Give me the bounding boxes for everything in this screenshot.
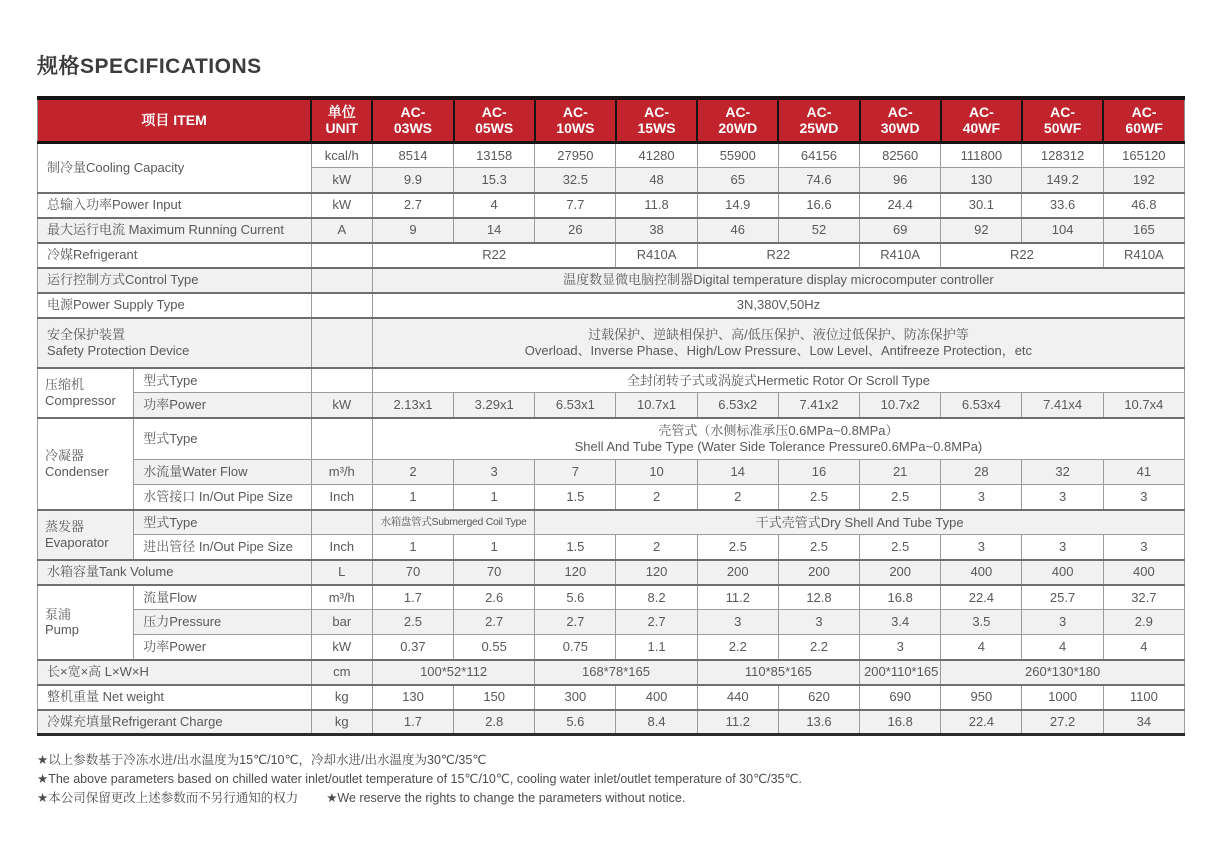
spec-value-cell: 15.3	[454, 168, 535, 193]
spec-value-cell: 24.4	[860, 193, 941, 218]
spec-row-net-weight	[38, 685, 1185, 710]
spec-value-cell: 130	[372, 685, 453, 710]
spec-value-cell: 1.5	[535, 535, 616, 560]
spec-value-cell: R22	[697, 243, 859, 268]
spec-value-cell: 7.7	[535, 193, 616, 218]
spec-value-cell: 7	[535, 460, 616, 485]
spec-value-cell: 5.6	[535, 710, 616, 735]
spec-row-dimensions-lwh	[38, 660, 1185, 685]
spec-value-cell: 温度数显微电脑控制器Digital temperature display microcomputer controller	[372, 268, 1184, 293]
unit-cell: kcal/h	[311, 143, 372, 168]
spec-value-cell: 2.7	[454, 610, 535, 635]
spec-value-cell: 3	[697, 610, 778, 635]
spec-value-cell: R22	[941, 243, 1103, 268]
spec-value-cell: 65	[697, 168, 778, 193]
spec-value-cell: 41280	[616, 143, 697, 168]
unit-cell: L	[311, 560, 372, 585]
spec-value-cell: 2.8	[454, 710, 535, 735]
spec-value-cell: 4	[1103, 635, 1184, 660]
spec-value-cell: 120	[535, 560, 616, 585]
spec-value-cell: 0.37	[372, 635, 453, 660]
column-header-model: AC- 15WS	[616, 98, 697, 143]
row-label: 最大运行电流 Maximum Running Current	[38, 218, 312, 243]
spec-value-cell: 6.53x2	[697, 393, 778, 418]
column-header-model: AC- 20WD	[697, 98, 778, 143]
spec-value-cell: 1100	[1103, 685, 1184, 710]
spec-value-cell: 4	[1022, 635, 1103, 660]
unit-cell	[311, 268, 372, 293]
row-sublabel: 型式Type	[134, 368, 311, 393]
spec-value-cell: 1000	[1022, 685, 1103, 710]
spec-value-cell: 3	[941, 535, 1022, 560]
spec-row-power-supply-type	[38, 293, 1185, 318]
column-header-model: AC- 50WF	[1022, 98, 1103, 143]
spec-value-cell: 16	[778, 460, 859, 485]
row-sublabel: 水流量Water Flow	[134, 460, 311, 485]
spec-value-cell: 3.29x1	[454, 393, 535, 418]
spec-value-cell: 149.2	[1022, 168, 1103, 193]
spec-value-cell: 100*52*112	[372, 660, 534, 685]
row-sublabel: 进出管径 In/Out Pipe Size	[134, 535, 311, 560]
unit-cell: m³/h	[311, 460, 372, 485]
spec-value-cell: 9	[372, 218, 453, 243]
spec-row-condenser-type	[38, 418, 1185, 460]
footnote-line: ★The above parameters based on chilled water inlet/outlet temperature of 15℃/10℃, cooling water inlet/outlet temperature of 30℃/35℃.	[37, 771, 802, 786]
spec-value-cell: 1	[454, 485, 535, 510]
spec-value-cell: 120	[616, 560, 697, 585]
spec-value-cell: 55900	[697, 143, 778, 168]
unit-cell: kW	[311, 168, 372, 193]
spec-value-cell: 2.5	[860, 485, 941, 510]
spec-value-cell: 2.5	[697, 535, 778, 560]
spec-value-cell: 2.5	[372, 610, 453, 635]
spec-value-cell: 22.4	[941, 585, 1022, 610]
spec-value-cell: 3	[1103, 535, 1184, 560]
spec-value-cell: 2.13x1	[372, 393, 453, 418]
spec-value-cell: 1.1	[616, 635, 697, 660]
spec-value-cell: 32.5	[535, 168, 616, 193]
spec-value-cell: 4	[454, 193, 535, 218]
spec-value-cell: 52	[778, 218, 859, 243]
spec-value-cell: 74.6	[778, 168, 859, 193]
spec-value-cell: 1.7	[372, 585, 453, 610]
row-sublabel: 流量Flow	[134, 585, 311, 610]
column-header-model: AC- 25WD	[778, 98, 859, 143]
spec-value-cell: 10	[616, 460, 697, 485]
spec-value-cell: 16.8	[860, 585, 941, 610]
spec-value-cell: R410A	[616, 243, 697, 268]
spec-value-cell: 14	[454, 218, 535, 243]
unit-cell: m³/h	[311, 585, 372, 610]
spec-row-pump-flow	[38, 585, 1185, 610]
row-label: 冷媒Refrigerant	[38, 243, 312, 268]
footnote-line	[37, 789, 1185, 808]
spec-value-cell: 7.41x4	[1022, 393, 1103, 418]
column-header-model: AC- 03WS	[372, 98, 453, 143]
spec-value-cell: 41	[1103, 460, 1184, 485]
spec-value-cell: 16.6	[778, 193, 859, 218]
spec-row-evaporator-type	[38, 510, 1185, 535]
spec-value-cell: 壳管式（水侧标准承压0.6MPa~0.8MPa） Shell And Tube Type (Water Side Tolerance Pressure0.6MPa~0.8MPa)	[372, 418, 1184, 460]
spec-row-max-running-current	[38, 218, 1185, 243]
spec-value-cell: 150	[454, 685, 535, 710]
row-sublabel: 功率Power	[134, 635, 311, 660]
spec-value-cell: R410A	[1103, 243, 1184, 268]
spec-value-cell: 32.7	[1103, 585, 1184, 610]
row-label: 总输入功率Power Input	[38, 193, 312, 218]
header-row	[38, 98, 1185, 143]
spec-value-cell: 2.5	[778, 535, 859, 560]
spec-value-cell: 46.8	[1103, 193, 1184, 218]
spec-row-pump-power	[38, 635, 1185, 660]
unit-cell: kg	[311, 710, 372, 735]
spec-value-cell: 干式壳管式Dry Shell And Tube Type	[535, 510, 1185, 535]
spec-value-cell: 82560	[860, 143, 941, 168]
unit-cell	[311, 318, 372, 368]
spec-value-cell: 6.53x1	[535, 393, 616, 418]
spec-value-cell: 168*78*165	[535, 660, 697, 685]
row-label: 整机重量 Net weight	[38, 685, 312, 710]
spec-value-cell: 200	[860, 560, 941, 585]
spec-value-cell: 3	[941, 485, 1022, 510]
spec-row-power-input	[38, 193, 1185, 218]
spec-value-cell: 3	[778, 610, 859, 635]
spec-value-cell: 0.55	[454, 635, 535, 660]
spec-value-cell: 1	[454, 535, 535, 560]
spec-value-cell: 200	[697, 560, 778, 585]
spec-value-cell: 2.7	[372, 193, 453, 218]
spec-value-cell: 2.5	[778, 485, 859, 510]
row-label: 制冷量Cooling Capacity	[38, 143, 312, 193]
spec-value-cell: 200	[778, 560, 859, 585]
column-header-item: 项目 ITEM	[38, 98, 312, 143]
spec-value-cell: 46	[697, 218, 778, 243]
spec-value-cell: 130	[941, 168, 1022, 193]
spec-value-cell: 13158	[454, 143, 535, 168]
spec-row-compressor-type	[38, 368, 1185, 393]
spec-value-cell: 70	[454, 560, 535, 585]
spec-value-cell: 64156	[778, 143, 859, 168]
spec-value-cell: 2.2	[697, 635, 778, 660]
footnote-line: ★以上参数基于冷冻水进/出水温度为15℃/10℃，冷却水进/出水温度为30℃/35℃	[37, 753, 487, 768]
spec-value-cell: 3.5	[941, 610, 1022, 635]
specifications-table	[37, 96, 1185, 736]
column-header-unit: 单位 UNIT	[311, 98, 372, 143]
column-header-model: AC- 30WD	[860, 98, 941, 143]
spec-value-cell: 21	[860, 460, 941, 485]
group-label: 压缩机 Compressor	[38, 368, 134, 418]
spec-value-cell: 过载保护、逆缺相保护、高/低压保护、液位过低保护、防冻保护等 Overload、Inverse Phase、High/Low Pressure、Low Level、Antifreeze Protection，etc	[372, 318, 1184, 368]
spec-value-cell: 690	[860, 685, 941, 710]
unit-cell	[311, 293, 372, 318]
spec-value-cell: 2.6	[454, 585, 535, 610]
spec-value-cell: 2.2	[778, 635, 859, 660]
spec-value-cell: 165	[1103, 218, 1184, 243]
spec-value-cell: 3.4	[860, 610, 941, 635]
unit-cell: kW	[311, 635, 372, 660]
table-header	[38, 98, 1185, 143]
spec-value-cell: 22.4	[941, 710, 1022, 735]
spec-value-cell: 2.7	[616, 610, 697, 635]
spec-row-cooling-capacity-kcal	[38, 143, 1185, 168]
spec-value-cell: 400	[616, 685, 697, 710]
spec-row-compressor-power	[38, 393, 1185, 418]
spec-value-cell: 12.8	[778, 585, 859, 610]
row-label: 长×宽×高 L×W×H	[38, 660, 312, 685]
spec-value-cell: 128312	[1022, 143, 1103, 168]
spec-value-cell: 3	[1022, 485, 1103, 510]
page-title: 规格SPECIFICATIONS	[37, 55, 262, 78]
spec-value-cell: 10.7x4	[1103, 393, 1184, 418]
row-label: 运行控制方式Control Type	[38, 268, 312, 293]
unit-cell	[311, 510, 372, 535]
spec-value-cell: 全封闭转子式或涡旋式Hermetic Rotor Or Scroll Type	[372, 368, 1184, 393]
spec-row-condenser-pipe-size	[38, 485, 1185, 510]
column-header-model: AC- 10WS	[535, 98, 616, 143]
spec-value-cell: 192	[1103, 168, 1184, 193]
footnotes	[37, 751, 1185, 807]
row-label: 安全保护装置 Safety Protection Device	[38, 318, 312, 368]
spec-value-cell: 2.9	[1103, 610, 1184, 635]
column-header-model: AC- 60WF	[1103, 98, 1184, 143]
spec-value-cell: 11.2	[697, 585, 778, 610]
spec-row-tank-volume	[38, 560, 1185, 585]
spec-value-cell: 27.2	[1022, 710, 1103, 735]
spec-value-cell: 1	[372, 535, 453, 560]
spec-row-refrigerant	[38, 243, 1185, 268]
spec-value-cell: 14	[697, 460, 778, 485]
spec-row-control-type	[38, 268, 1185, 293]
spec-value-cell: R410A	[860, 243, 941, 268]
spec-value-cell: 3	[860, 635, 941, 660]
spec-value-cell: 1	[372, 485, 453, 510]
spec-value-cell: 3N,380V,50Hz	[372, 293, 1184, 318]
row-label: 电源Power Supply Type	[38, 293, 312, 318]
spec-value-cell: 70	[372, 560, 453, 585]
spec-value-cell: 10.7x2	[860, 393, 941, 418]
spec-value-cell: 110*85*165	[697, 660, 859, 685]
spec-value-cell: 32	[1022, 460, 1103, 485]
spec-value-cell: 25.7	[1022, 585, 1103, 610]
spec-value-cell: 水箱盘管式Submerged Coil Type	[372, 510, 534, 535]
spec-value-cell: 96	[860, 168, 941, 193]
spec-value-cell: 2	[697, 485, 778, 510]
spec-value-cell: 6.53x4	[941, 393, 1022, 418]
row-sublabel: 压力Pressure	[134, 610, 311, 635]
spec-value-cell: 7.41x2	[778, 393, 859, 418]
unit-cell: kW	[311, 193, 372, 218]
spec-value-cell: 2.7	[535, 610, 616, 635]
spec-value-cell: 11.2	[697, 710, 778, 735]
unit-cell: cm	[311, 660, 372, 685]
spec-value-cell: 10.7x1	[616, 393, 697, 418]
spec-value-cell: 200*110*165	[860, 660, 941, 685]
group-label: 泵浦 Pump	[38, 585, 134, 660]
spec-value-cell: 30.1	[941, 193, 1022, 218]
spec-value-cell: 620	[778, 685, 859, 710]
spec-value-cell: 400	[941, 560, 1022, 585]
spec-value-cell: 104	[1022, 218, 1103, 243]
spec-value-cell: 8.2	[616, 585, 697, 610]
unit-cell	[311, 243, 372, 268]
spec-value-cell: 34	[1103, 710, 1184, 735]
spec-value-cell: 27950	[535, 143, 616, 168]
spec-value-cell: 11.8	[616, 193, 697, 218]
spec-row-condenser-water-flow	[38, 460, 1185, 485]
spec-value-cell: 3	[454, 460, 535, 485]
spec-value-cell: 48	[616, 168, 697, 193]
spec-value-cell: 5.6	[535, 585, 616, 610]
column-header-model: AC- 40WF	[941, 98, 1022, 143]
row-sublabel: 水管接口 In/Out Pipe Size	[134, 485, 311, 510]
spec-value-cell: 1.5	[535, 485, 616, 510]
spec-value-cell: 26	[535, 218, 616, 243]
spec-value-cell: 300	[535, 685, 616, 710]
unit-cell: Inch	[311, 485, 372, 510]
footnote-part: ★We reserve the rights to change the parameters without notice.	[326, 790, 686, 805]
spec-row-evaporator-pipe-size	[38, 535, 1185, 560]
unit-cell	[311, 368, 372, 393]
spec-value-cell: R22	[372, 243, 616, 268]
spec-value-cell: 2	[372, 460, 453, 485]
footnote-part: ★本公司保留更改上述参数而不另行通知的权力	[37, 790, 299, 805]
spec-value-cell: 3	[1022, 535, 1103, 560]
group-label: 蒸发器 Evaporator	[38, 510, 134, 560]
spec-value-cell: 111800	[941, 143, 1022, 168]
unit-cell: Inch	[311, 535, 372, 560]
unit-cell: kg	[311, 685, 372, 710]
spec-value-cell: 16.8	[860, 710, 941, 735]
spec-value-cell: 8.4	[616, 710, 697, 735]
spec-value-cell: 440	[697, 685, 778, 710]
spec-value-cell: 400	[1022, 560, 1103, 585]
spec-value-cell: 950	[941, 685, 1022, 710]
spec-value-cell: 38	[616, 218, 697, 243]
column-header-model: AC- 05WS	[454, 98, 535, 143]
unit-cell	[311, 418, 372, 460]
spec-value-cell: 0.75	[535, 635, 616, 660]
row-label: 水箱容量Tank Volume	[38, 560, 312, 585]
spec-value-cell: 33.6	[1022, 193, 1103, 218]
spec-value-cell: 28	[941, 460, 1022, 485]
row-sublabel: 型式Type	[134, 418, 311, 460]
group-label: 冷凝器 Condenser	[38, 418, 134, 510]
spec-value-cell: 2	[616, 485, 697, 510]
spec-value-cell: 260*130*180	[941, 660, 1185, 685]
unit-cell: bar	[311, 610, 372, 635]
spec-value-cell: 400	[1103, 560, 1184, 585]
spec-value-cell: 1.7	[372, 710, 453, 735]
spec-value-cell: 2	[616, 535, 697, 560]
unit-cell: A	[311, 218, 372, 243]
table-body	[38, 143, 1185, 735]
spec-value-cell: 3	[1103, 485, 1184, 510]
spec-value-cell: 165120	[1103, 143, 1184, 168]
spec-value-cell: 4	[941, 635, 1022, 660]
spec-value-cell: 2.5	[860, 535, 941, 560]
spec-value-cell: 92	[941, 218, 1022, 243]
spec-row-safety-protection	[38, 318, 1185, 368]
row-label: 冷媒充填量Refrigerant Charge	[38, 710, 312, 735]
row-sublabel: 型式Type	[134, 510, 311, 535]
spec-value-cell: 8514	[372, 143, 453, 168]
row-sublabel: 功率Power	[134, 393, 311, 418]
spec-value-cell: 69	[860, 218, 941, 243]
unit-cell: kW	[311, 393, 372, 418]
spec-value-cell: 9.9	[372, 168, 453, 193]
spec-value-cell: 14.9	[697, 193, 778, 218]
spec-value-cell: 13.6	[778, 710, 859, 735]
spec-row-pump-pressure	[38, 610, 1185, 635]
spec-row-refrigerant-charge	[38, 710, 1185, 735]
spec-value-cell: 3	[1022, 610, 1103, 635]
